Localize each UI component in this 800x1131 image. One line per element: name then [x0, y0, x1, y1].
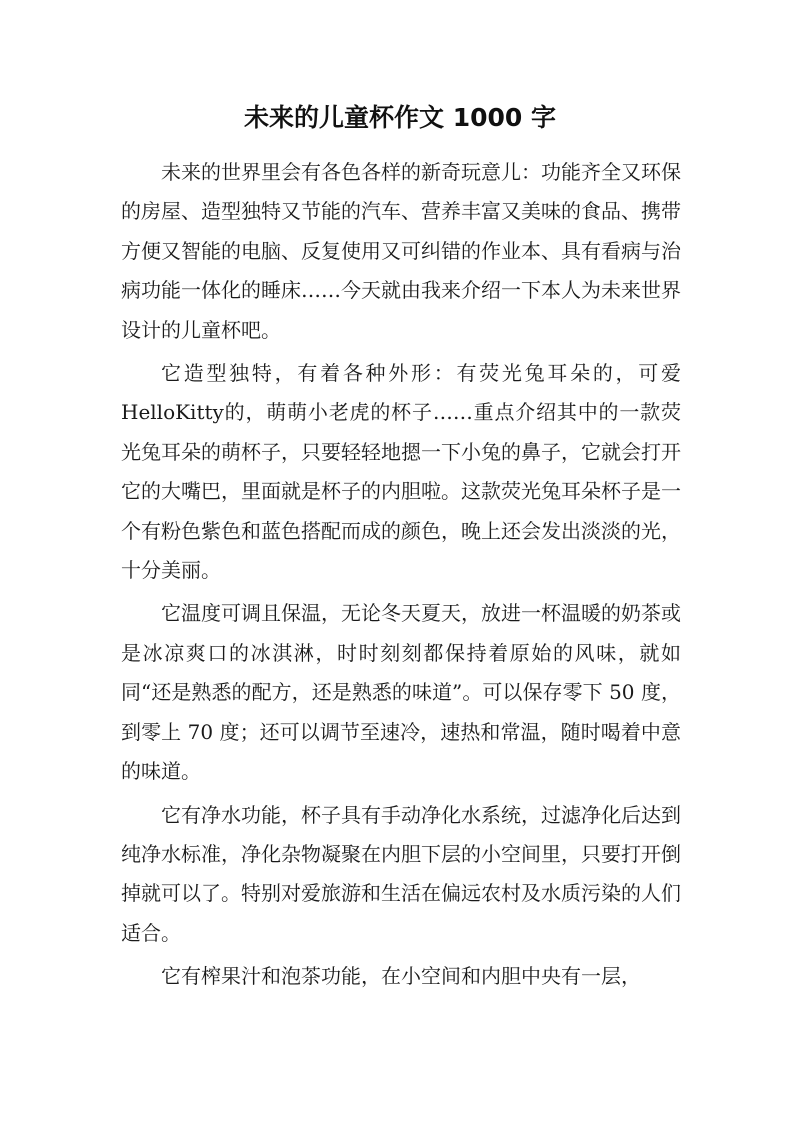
document-body — [121, 153, 681, 1001]
document-title: 未来的儿童杯作文 1000 字 — [244, 103, 556, 132]
paragraph: 它造型独特，有着各种外形：有荧光兔耳朵的，可爱HelloKitty的，萌萌小老虎的杯子……重点介绍其中的一款荧光兔耳朵的萌杯子，只要轻轻地摁一下小兔的鼻子，它就会打开它的大嘴巴，里面就是杯子的内胆啦。这款荧光兔耳朵杯子是一个有粉色紫色和蓝色搭配而成的颜色，晚上还会发出淡淡的光，十分美丽。 — [121, 361, 681, 583]
paragraph: 未来的世界里会有各色各样的新奇玩意儿：功能齐全又环保的房屋、造型独特又节能的汽车、营养丰富又美味的食品、携带方便又智能的电脑、反复使用又可纠错的作业本、具有看病与治病功能一体化的睡床……今天就由我来介绍一下本人为未来世界设计的儿童杯吧。 — [121, 160, 681, 342]
paragraph: 它有榨果汁和泡茶功能，在小空间和内胆中央有一层， — [161, 964, 641, 989]
paragraph: 它有净水功能，杯子具有手动净化水系统，过滤净化后达到纯净水标准，净化杂物凝聚在内胆下层的小空间里，只要打开倒掉就可以了。特别对爱旅游和生活在偏远农村及水质污染的人们适合。 — [121, 802, 681, 945]
paragraph: 它温度可调且保温，无论冬天夏天，放进一杯温暖的奶茶或是冰凉爽口的冰淇淋，时时刻刻都保持着原始的风味，就如同“还是熟悉的配方，还是熟悉的味道”。可以保存零下 50 度，到零上 70 度；还可以调节至速冷，速热和常温，随时喝着中意的味道。 — [121, 601, 681, 784]
